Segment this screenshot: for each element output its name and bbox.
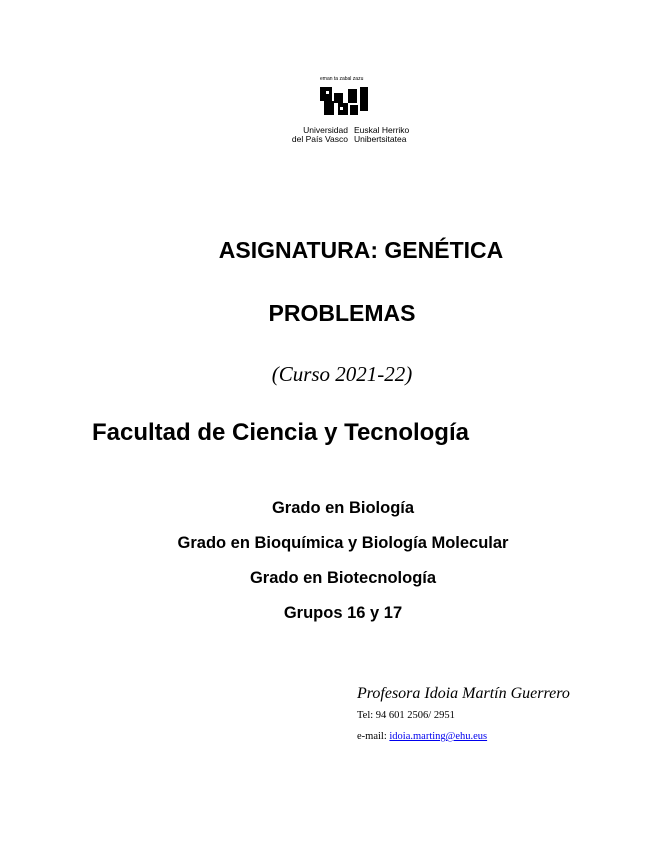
university-logo: [268, 76, 428, 148]
subject-title: ASIGNATURA: GENÉTICA: [218, 237, 504, 263]
email-line: [357, 731, 487, 742]
upv-ehu-emblem-icon: [320, 83, 370, 119]
faculty-name: Facultad de Ciencia y Tecnología: [92, 419, 469, 446]
course-year: (Curso 2021-22): [271, 362, 413, 386]
logo-text-line: del País Vasco: [291, 134, 348, 144]
phone-number: Tel: 94 601 2506/ 2951: [357, 710, 455, 721]
logo-text-line: Unibertsitatea: [354, 134, 407, 144]
logo-text-line: Universidad: [303, 125, 348, 135]
professor-name: Profesora Idoia Martín Guerrero: [357, 685, 570, 702]
problems-title: PROBLEMAS: [268, 300, 416, 326]
degree-line: Grado en Biología: [271, 499, 415, 517]
degree-line: Grado en Biotecnología: [249, 569, 437, 587]
logo-text-spanish: [268, 126, 348, 144]
email-link[interactable]: idoia.marting@ehu.eus: [389, 731, 488, 742]
logo-text-line: Euskal Herriko: [354, 125, 410, 135]
logo-motto: eman ta zabal zazu: [320, 76, 364, 82]
groups-line: Grupos 16 y 17: [283, 604, 403, 622]
degree-line: Grado en Bioquímica y Biología Molecular: [177, 534, 509, 552]
email-label: e-mail:: [357, 731, 390, 742]
logo-text-basque: [354, 126, 434, 144]
